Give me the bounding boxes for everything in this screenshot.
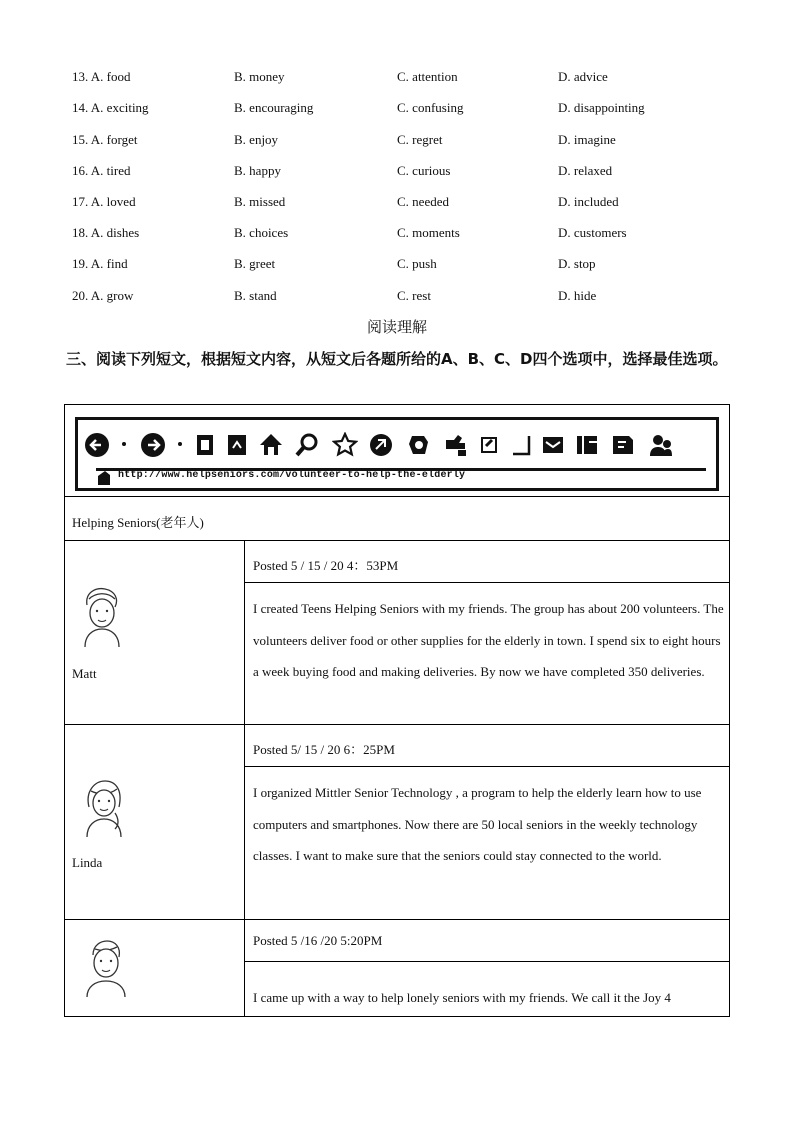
instruction-text: 三、阅读下列短文，根据短文内容，从短文后各题所给的A、B、C、D四个选项中，选择最佳选项。 (66, 350, 728, 368)
question-number-and-option-a: 16. A. tired (72, 163, 131, 178)
option-b: B. happy (234, 163, 281, 178)
row-divider (244, 961, 729, 962)
question-number-and-option-a: 18. A. dishes (72, 225, 140, 240)
post-body: I came up with a way to help lonely seniors with my friends. We call it the Joy 4 (253, 990, 671, 1005)
post-body: I created Teens Helping Seniors with my friends. The group has about 200 volunteers. The volunteers deliver food or other supplies for the elderly in town. I spend six to eight hours a week buying food and making deliveries. By now we have completed 350 deliveries. (253, 601, 724, 679)
option-b: B. money (234, 69, 285, 84)
option-b: B. stand (234, 288, 277, 303)
site-title: Helping Seniors(老年人) (72, 515, 204, 530)
question-row-16 (0, 163, 794, 183)
row-divider (244, 582, 729, 583)
search-magnifier-icon[interactable] (294, 432, 320, 458)
grid-icon[interactable] (574, 432, 600, 458)
option-d: D. customers (558, 225, 627, 240)
post-timestamp: Posted 5/ 15 / 20 6：25PM (253, 742, 395, 757)
mail-icon[interactable] (540, 432, 566, 458)
avatar-linda (79, 777, 129, 837)
back-arrow-icon[interactable] (84, 432, 110, 458)
browser-toolbar (75, 417, 719, 491)
question-row-13 (0, 69, 794, 89)
option-c: C. curious (397, 163, 451, 178)
history-icon[interactable] (368, 432, 394, 458)
chat-icon[interactable] (610, 432, 636, 458)
question-number-and-option-a: 19. A. find (72, 256, 128, 271)
option-c: C. moments (397, 225, 460, 240)
option-c: C. rest (397, 288, 431, 303)
row-divider (65, 496, 729, 497)
option-d: D. advice (558, 69, 608, 84)
question-row-15 (0, 132, 794, 152)
option-c: C. push (397, 256, 437, 271)
home-icon[interactable] (258, 432, 284, 458)
question-row-18 (0, 225, 794, 245)
option-b: B. missed (234, 194, 286, 209)
option-c: C. regret (397, 132, 443, 147)
post-body: I organized Mittler Senior Technology , a program to help the elderly learn how to use computers and smartphones. Now there are 50 local seniors in the weekly technology classes. I want to make sure that the seniors could stay connected to the world. (253, 785, 702, 863)
question-number-and-option-a: 14. A. exciting (72, 100, 149, 115)
option-b: B. enjoy (234, 132, 279, 147)
post-timestamp: Posted 5 /16 /20 5:20PM (253, 933, 383, 948)
avatar-boy (81, 937, 131, 997)
option-b: B. encouraging (234, 100, 314, 115)
avatar-matt (77, 585, 127, 647)
option-b: B. greet (234, 256, 276, 271)
question-number-and-option-a: 17. A. loved (72, 194, 136, 209)
page-blank-icon[interactable] (508, 432, 534, 458)
option-c: C. confusing (397, 100, 464, 115)
post-timestamp: Posted 5 / 15 / 20 4：53PM (253, 558, 399, 573)
option-d: D. included (558, 194, 619, 209)
option-d: D. relaxed (558, 163, 613, 178)
forward-arrow-icon[interactable] (140, 432, 166, 458)
poster-name: Matt (72, 666, 97, 681)
question-number-and-option-a: 20. A. grow (72, 288, 134, 303)
question-number-and-option-a: 15. A. forget (72, 132, 138, 147)
option-d: D. hide (558, 288, 597, 303)
separator-dot (178, 442, 182, 446)
poster-name: Linda (72, 855, 103, 870)
row-divider (65, 919, 729, 920)
question-row-20 (0, 288, 794, 308)
people-icon[interactable] (648, 432, 674, 458)
option-b: B. choices (234, 225, 289, 240)
row-divider (65, 724, 729, 725)
section-title: 阅读理解 (366, 318, 427, 336)
option-d: D. imagine (558, 132, 616, 147)
favorites-star-icon[interactable] (332, 432, 358, 458)
question-row-17 (0, 194, 794, 214)
option-c: C. needed (397, 194, 449, 209)
page-favicon-icon (96, 470, 112, 486)
forum-table (64, 404, 730, 1017)
question-row-19 (0, 256, 794, 276)
refresh-page-icon[interactable] (224, 432, 250, 458)
question-number-and-option-a: 13. A. food (72, 69, 131, 84)
row-divider (65, 540, 729, 541)
page-icon[interactable] (192, 432, 218, 458)
print-icon[interactable] (442, 432, 468, 458)
address-url: http://www.helpseniors.com/volunteer-to-help-the-elderly (118, 470, 466, 481)
option-d: D. disappointing (558, 100, 645, 115)
option-d: D. stop (558, 256, 596, 271)
option-c: C. attention (397, 69, 458, 84)
settings-gear-icon[interactable] (406, 432, 432, 458)
row-divider (244, 766, 729, 767)
question-row-14 (0, 100, 794, 120)
separator-dot (122, 442, 126, 446)
edit-icon[interactable] (476, 432, 502, 458)
column-divider (244, 540, 245, 1016)
